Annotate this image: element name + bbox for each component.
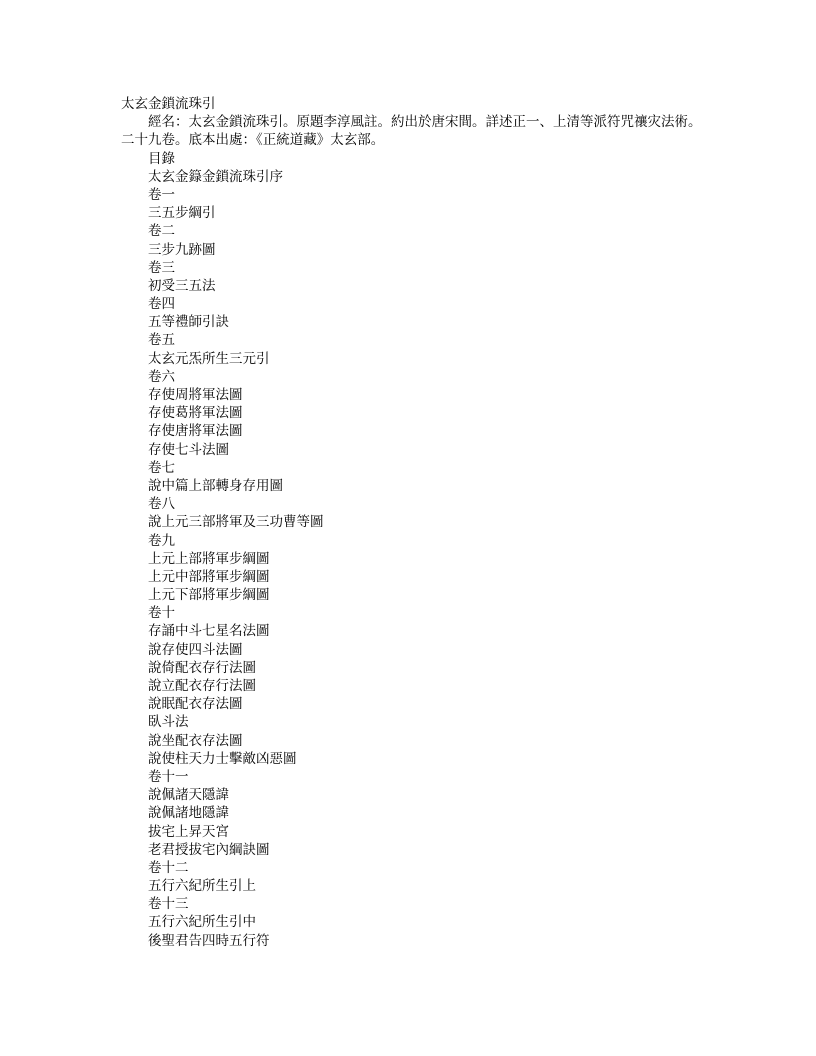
- toc-item: 三五步綱引: [148, 205, 216, 222]
- toc-item: 太玄金籙金鎖流珠引序: [148, 168, 283, 185]
- toc-item: 存使葛將軍法圖: [148, 405, 243, 422]
- toc-item: 說坐配衣存法圖: [148, 732, 243, 749]
- toc-item: 說中篇上部轉身存用圖: [148, 477, 283, 494]
- toc-item: 說佩諸地隱諱: [148, 805, 229, 822]
- toc-item: 太玄元炁所生三元引: [148, 350, 270, 367]
- toc-item: 五等禮師引訣: [148, 314, 229, 331]
- toc-item: 上元上部將軍步綱圖: [148, 550, 270, 567]
- toc-item: 卷十: [148, 605, 175, 622]
- table-of-contents: [121, 168, 711, 950]
- toc-item: 存使七斗法圖: [148, 441, 229, 458]
- toc-item: 卷三: [148, 259, 175, 276]
- toc-item: 上元中部將軍步綱圖: [148, 568, 270, 585]
- toc-heading: 目錄: [148, 150, 175, 167]
- toc-item: 說眠配衣存法圖: [148, 696, 243, 713]
- toc-item: 卷一: [148, 186, 175, 203]
- toc-item: 上元下部將軍步綱圖: [148, 587, 270, 604]
- toc-item: 說使柱天力士擊敵凶惡圖: [148, 750, 297, 767]
- toc-item: 卷十三: [148, 896, 189, 913]
- toc-item: 五行六紀所生引中: [148, 914, 256, 931]
- toc-item: 說佩諸天隱諱: [148, 787, 229, 804]
- toc-item: 五行六紀所生引上: [148, 878, 256, 895]
- toc-item: 卷二: [148, 223, 175, 240]
- document-description: 經名：太玄金鎖流珠引。原題李淳風註。約出於唐宋間。詳述正一、上清等派符咒禳灾法術。二十九卷。底本出處：《正統道藏》太玄部。: [121, 114, 702, 149]
- document-title: 太玄金鎖流珠引: [121, 96, 216, 112]
- toc-item: 卷十一: [148, 768, 189, 785]
- toc-item: 卷八: [148, 496, 175, 513]
- toc-item: 說立配衣存行法圖: [148, 678, 256, 695]
- toc-item: 老君授拔宅內綱訣圖: [148, 841, 270, 858]
- toc-item: 卷六: [148, 368, 175, 385]
- toc-item: 卷四: [148, 296, 175, 313]
- toc-item: 卷十二: [148, 859, 189, 876]
- toc-item: 說上元三部將軍及三功曹等圖: [148, 514, 324, 531]
- toc-item: 卷七: [148, 459, 175, 476]
- toc-item: 後聖君告四時五行符: [148, 932, 270, 949]
- toc-item: 拔宅上昇天宮: [148, 823, 229, 840]
- toc-item: 存使唐將軍法圖: [148, 423, 243, 440]
- toc-item: 說存使四斗法圖: [148, 641, 243, 658]
- toc-item: 臥斗法: [148, 714, 189, 731]
- toc-item: 三步九跡圖: [148, 241, 216, 258]
- toc-item: 說倚配衣存行法圖: [148, 659, 256, 676]
- toc-item: 卷九: [148, 532, 175, 549]
- toc-item: 存誦中斗七星名法圖: [148, 623, 270, 640]
- document-page: [121, 95, 711, 950]
- toc-item: 卷五: [148, 332, 175, 349]
- toc-item: 初受三五法: [148, 277, 216, 294]
- toc-item: 存使周將軍法圖: [148, 387, 243, 404]
